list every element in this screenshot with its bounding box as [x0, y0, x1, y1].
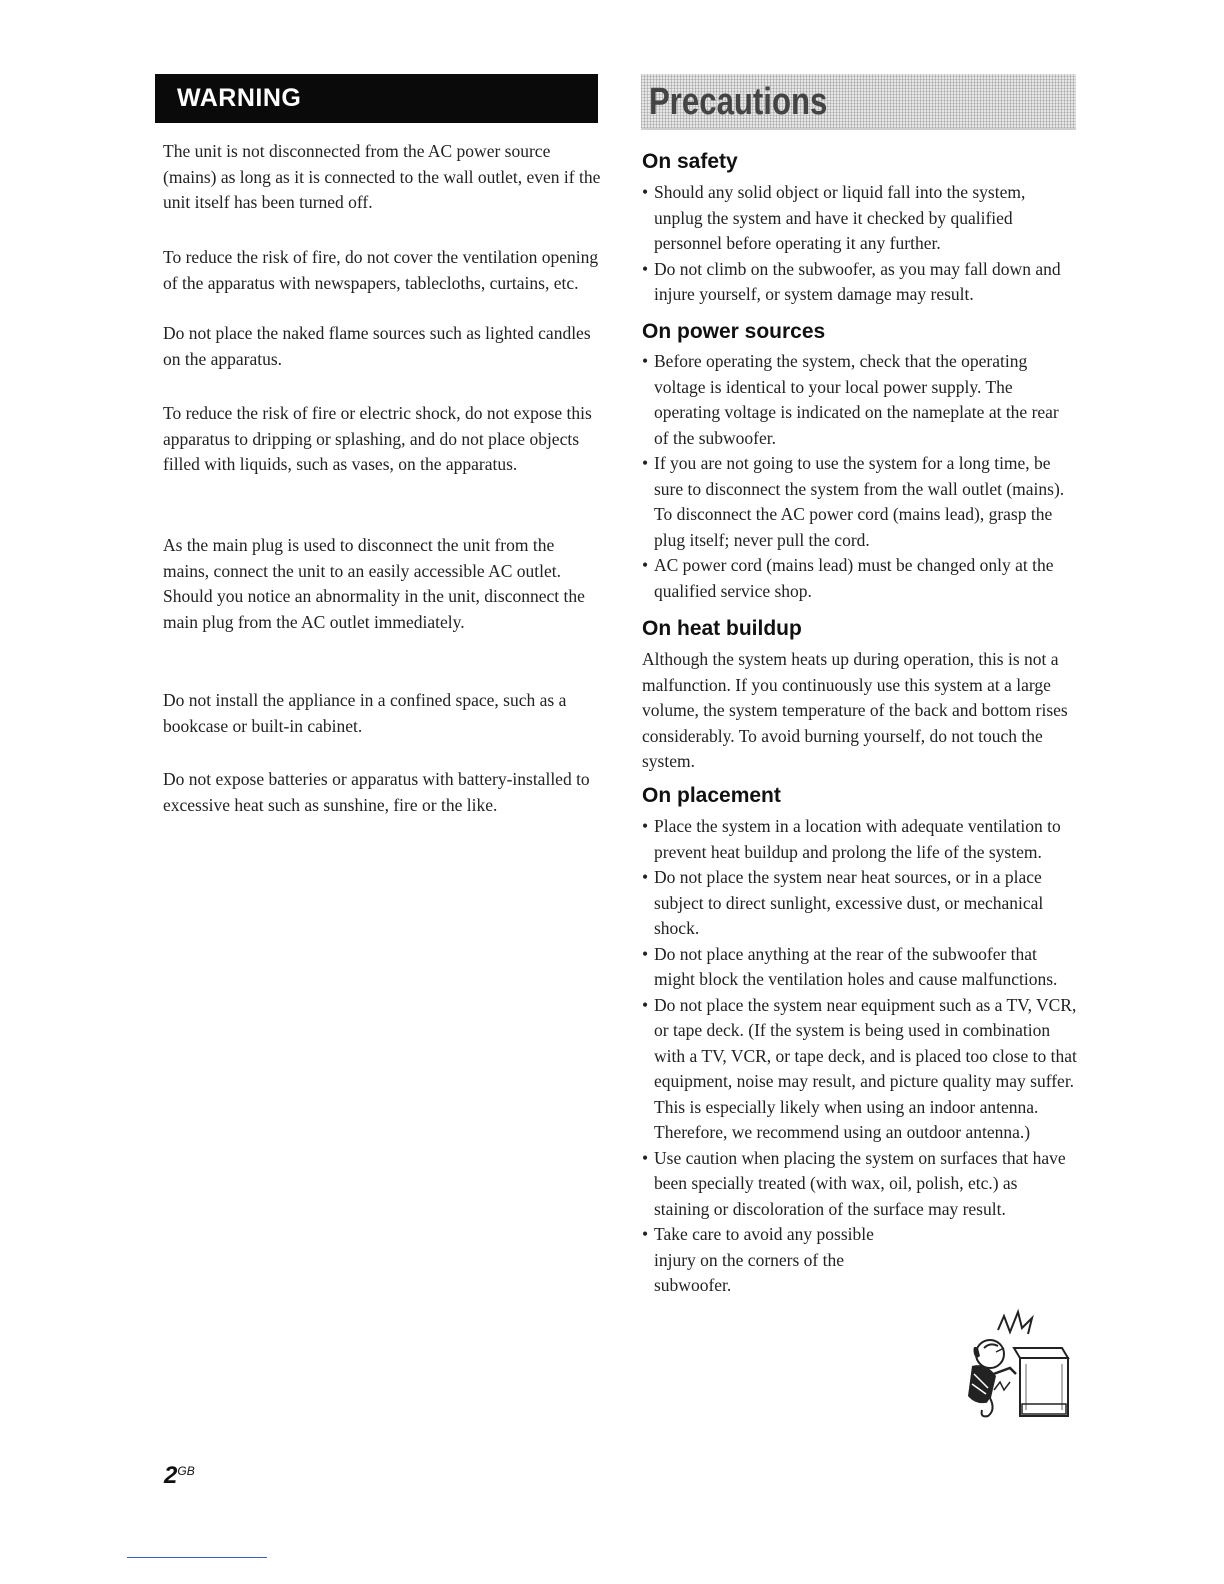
- list-item: • Before operating the system, check that the operating voltage is identical to your local power supply. The operating voltage is indicated on the nameplate at the rear of the subwoofer.: [642, 349, 1077, 451]
- page-number-suffix: GB: [177, 1464, 195, 1478]
- warning-paragraph-1: The unit is not disconnected from the AC power source (mains) as long as it is connected to the wall outlet, even if the unit itself has been turned off.: [163, 141, 601, 212]
- warning-paragraph-4: To reduce the risk of fire or electric shock, do not expose this apparatus to dripping or splashing, and do not place objects filled with liquids, such as vases, on the apparatus.: [163, 403, 592, 474]
- page-number: [164, 1462, 195, 1490]
- list-item: • Do not place anything at the rear of the subwoofer that might block the ventilation holes and cause malfunctions.: [642, 942, 1077, 993]
- heat-paragraph: Although the system heats up during operation, this is not a malfunction. If you continuously use this system at a large volume, the system temperature of the back and bottom rises considerably. To avoid burning yourself, do not touch the system.: [642, 649, 1068, 771]
- power-list: [642, 349, 1077, 604]
- footer-line: [127, 1557, 267, 1558]
- page-number-value: 2: [164, 1462, 178, 1489]
- list-item: • Do not place the system near heat sources, or in a place subject to direct sunlight, excessive dust, or mechanical shock.: [642, 865, 1077, 942]
- list-item: • Do not climb on the subwoofer, as you may fall down and injure yourself, or system damage may result.: [642, 257, 1077, 308]
- list-item: • Use caution when placing the system on surfaces that have been specially treated (with wax, oil, polish, etc.) as staining or discoloration of the surface may result.: [642, 1146, 1077, 1223]
- warning-paragraph-6: Do not install the appliance in a confined space, such as a bookcase or built-in cabinet.: [163, 690, 567, 736]
- warning-paragraph-3: Do not place the naked flame sources such as lighted candles on the apparatus.: [163, 323, 591, 369]
- placement-list: [642, 814, 1077, 1299]
- list-item: • Should any solid object or liquid fall into the system, unplug the system and have it checked by qualified personnel before operating it any further.: [642, 180, 1077, 257]
- list-item: • If you are not going to use the system for a long time, be sure to disconnect the system from the wall outlet (mains). To disconnect the AC power cord (mains lead), grasp the plug itself; never pull the cord.: [642, 451, 1077, 553]
- precautions-heading: Precautions: [649, 81, 828, 123]
- section-title-heat: On heat buildup: [642, 617, 802, 640]
- safety-list: [642, 180, 1077, 308]
- warning-paragraph-7: Do not expose batteries or apparatus with battery-installed to excessive heat such as sunshine, fire or the like.: [163, 769, 590, 815]
- section-title-power: On power sources: [642, 320, 826, 343]
- list-item: • AC power cord (mains lead) must be changed only at the qualified service shop.: [642, 553, 1077, 604]
- list-item: • Do not place the system near equipment such as a TV, VCR, or tape deck. (If the system is being used in combination with a TV, VCR, or tape deck, and is placed too close to that equipment, noise may result, and picture quality may suffer. This is especially likely when using an indoor antenna. Therefore, we recommend using an outdoor antenna.): [642, 993, 1077, 1146]
- section-title-safety: On safety: [642, 150, 738, 173]
- subwoofer-corner-injury-illustration: [950, 1308, 1080, 1420]
- section-title-placement: On placement: [642, 784, 781, 807]
- list-item: • Take care to avoid any possible injury on the corners of the subwoofer.: [642, 1222, 904, 1299]
- warning-paragraph-5: As the main plug is used to disconnect the unit from the mains, connect the unit to an easily accessible AC outlet. Should you notice an abnormality in the unit, disconnect the main plug from the AC outlet immediately.: [163, 535, 585, 632]
- precautions-heading-bar: [641, 74, 1076, 130]
- warning-paragraph-2: To reduce the risk of fire, do not cover the ventilation opening of the apparatus with newspapers, tablecloths, curtains, etc.: [163, 247, 599, 293]
- list-item: • Place the system in a location with adequate ventilation to prevent heat buildup and prolong the life of the system.: [642, 814, 1077, 865]
- warning-heading: WARNING: [155, 74, 598, 123]
